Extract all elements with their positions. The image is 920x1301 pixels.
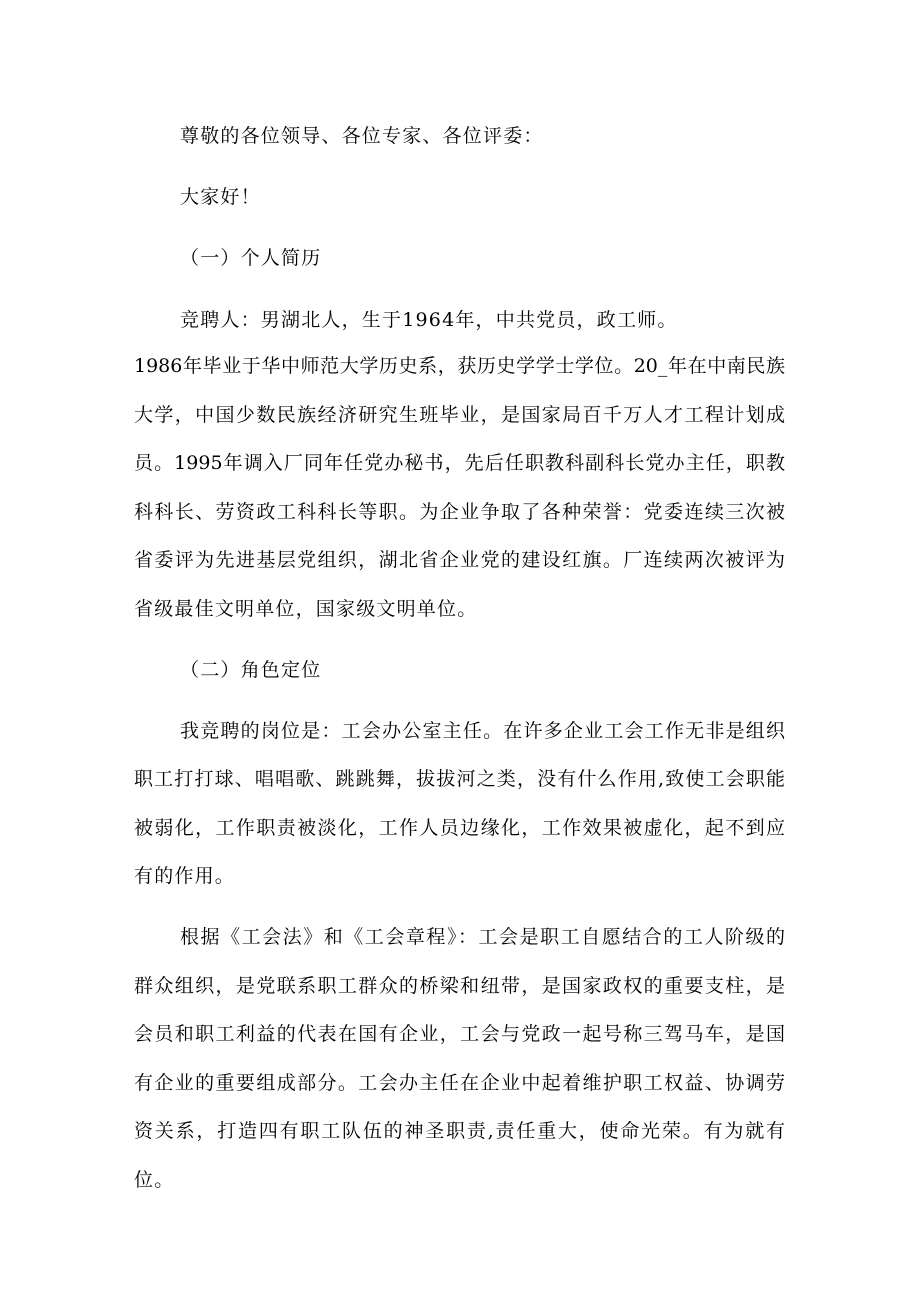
union-paragraph-line: 会员和职工利益的代表在国有企业，工会与党政一起号称三驾马车，是国 xyxy=(134,1023,785,1045)
union-paragraph-line: 群众组织，是党联系职工群众的桥梁和纽带，是国家政权的重要支柱，是 xyxy=(134,975,785,997)
resume-line: 省级最佳文明单位，国家级文明单位。 xyxy=(134,598,478,620)
role-paragraph-line: 我竞聘的岗位是：工会办公室主任。在许多企业工会工作无非是组织 xyxy=(180,720,785,742)
hello-line: 大家好！ xyxy=(180,186,261,208)
resume-line: 员。1995年调入厂同年任党办秘书，先后任职教科副科长党办主任，职教 xyxy=(134,452,785,474)
resume-line: 竞聘人：男湖北人，生于1964年，中共党员，政工师。 xyxy=(180,309,678,331)
resume-line: 科科长、劳资政工科科长等职。为企业争取了各种荣誉：党委连续三次被 xyxy=(134,501,785,523)
union-paragraph-line: 有企业的重要组成部分。工会办主任在企业中起着维护职工权益、协调劳 xyxy=(134,1072,785,1094)
section-heading-role: （二）角色定位 xyxy=(180,659,322,681)
union-paragraph-line: 位。 xyxy=(134,1169,175,1191)
union-paragraph-line: 根据《工会法》和《工会章程》：工会是职工自愿结合的工人阶级的 xyxy=(180,926,785,948)
section-heading-resume: （一）个人简历 xyxy=(180,247,322,269)
resume-line: 大学，中国少数民族经济研究生班毕业，是国家局百千万人才工程计划成 xyxy=(134,404,785,426)
role-paragraph-line: 被弱化，工作职责被淡化，工作人员边缘化，工作效果被虚化，起不到应 xyxy=(134,817,785,839)
role-paragraph-line: 有的作用。 xyxy=(134,865,236,887)
role-paragraph-line: 职工打打球、唱唱歌、跳跳舞，拔拔河之类，没有什么作用,致使工会职能 xyxy=(134,768,785,790)
resume-line: 1986年毕业于华中师范大学历史系，获历史学学士学位。20_年在中南民族 xyxy=(134,355,785,377)
resume-line: 省委评为先进基层党组织，湖北省企业党的建设红旗。厂连续两次被评为 xyxy=(134,549,785,571)
union-paragraph-line: 资关系，打造四有职工队伍的神圣职责,责任重大，使命光荣。有为就有 xyxy=(134,1120,785,1142)
greeting: 尊敬的各位领导、各位专家、各位评委： xyxy=(180,125,544,147)
